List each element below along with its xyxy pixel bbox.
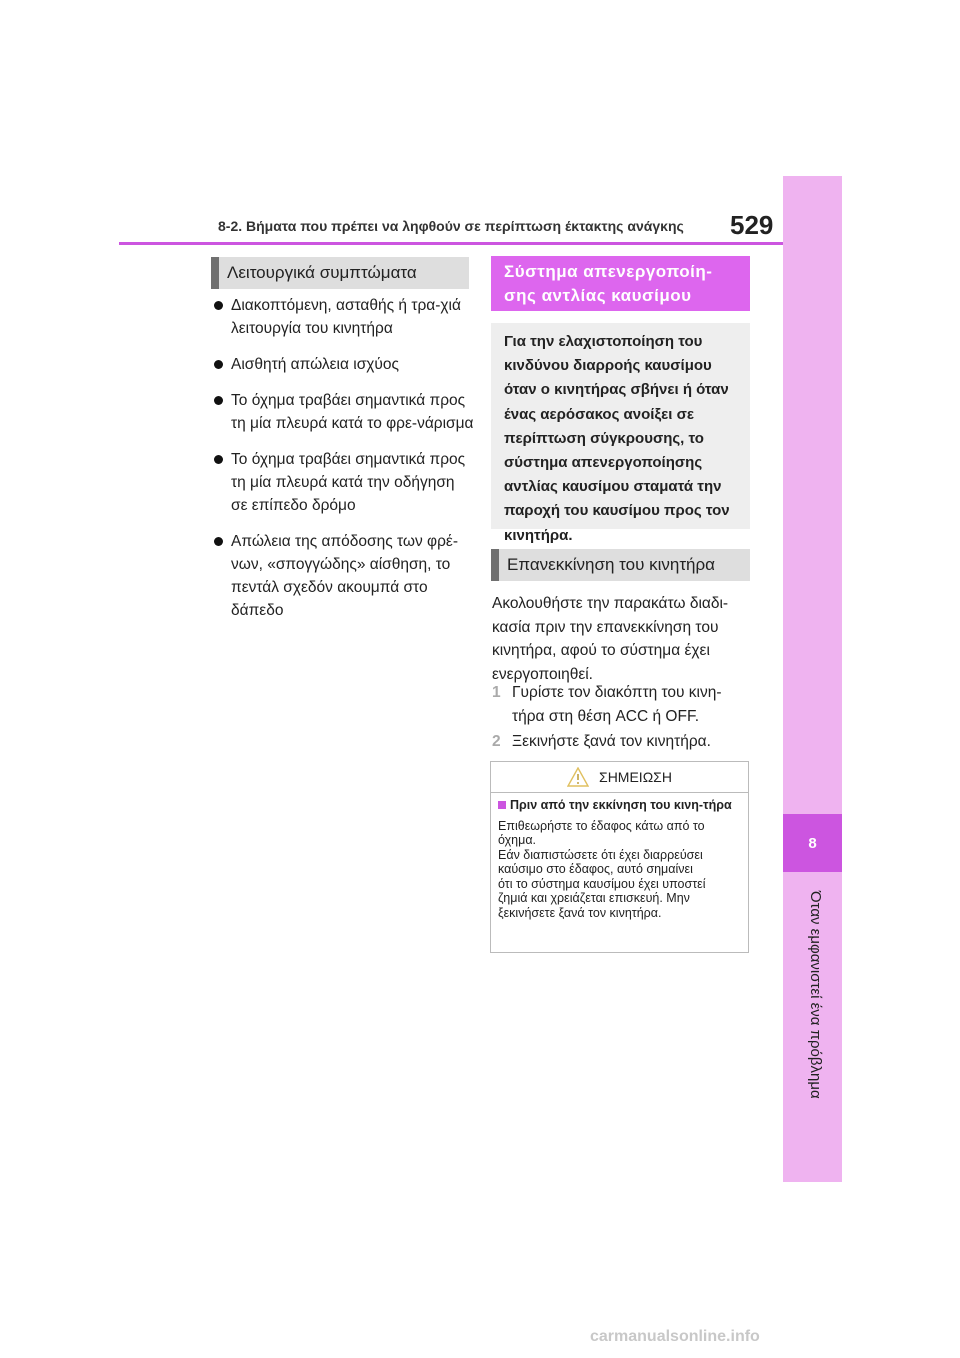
symptoms-heading — [211, 257, 469, 289]
list-item: Αισθητή απώλεια ισχύος — [212, 353, 474, 376]
chapter-number: 8 — [808, 834, 817, 852]
watermark: carmanualsonline.info — [590, 1328, 760, 1345]
notice-label: ΣΗΜΕΙΩΣΗ — [599, 769, 672, 785]
step-item — [492, 730, 750, 754]
step-text: Ξεκινήστε ξανά τον κινητήρα. — [512, 733, 711, 750]
list-item: Το όχημα τραβάει σημαντικά προς τη μία πλευρά κατά το φρε-νάρισμα — [212, 389, 474, 435]
restart-heading — [491, 549, 750, 581]
symptoms-list — [212, 294, 474, 635]
header-divider — [119, 242, 783, 245]
symptoms-heading-text: Λειτουργικά συμπτώματα — [227, 263, 417, 282]
step-number: 1 — [492, 684, 501, 701]
fuel-pump-shutoff-description: Για την ελαχιστοποίηση του κινδύνου διαρροής καυσίμου όταν ο κινητήρας σβήνει ή όταν ένας αερόσακος ανοίξει σε περίπτωση σύγκρουσης, το σύστημα απενεργοποίησης αντλίας καυσίμου σταματά την παροχή του καυσίμου προς τον κινητήρα. — [491, 323, 750, 529]
step-item — [492, 681, 750, 728]
list-item: Απώλεια της απόδοσης των φρέ-νων, «σπογγώδης» αίσθηση, το πεντάλ σχεδόν ακουμπά στο δάπεδο — [212, 530, 474, 622]
chapter-title: Όταν εμφανιστεί ένα πρόβλημα — [807, 891, 824, 1099]
step-text: Γυρίστε τον διακόπτη του κινη-τήρα στη θέση ACC ή OFF. — [512, 684, 722, 725]
restart-intro: Ακολουθήστε την παρακάτω διαδι-κασία πριν την επανεκκίνηση του κινητήρα, αφού το σύστημα έχει ενεργοποιηθεί. — [492, 595, 729, 683]
step-number: 2 — [492, 733, 501, 750]
list-item: Διακοπτόμενη, ασταθής ή τρα-χιά λειτουργία του κινητήρα — [212, 294, 474, 340]
square-bullet-icon — [498, 801, 506, 809]
notice-box — [490, 761, 749, 953]
warning-triangle-icon — [567, 767, 589, 787]
chapter-number-badge — [783, 814, 842, 872]
notice-title: Πριν από την εκκίνηση του κινη-τήρα — [498, 799, 740, 813]
restart-heading-text: Επανεκκίνηση του κινητήρα — [507, 555, 715, 574]
notice-body — [491, 793, 748, 920]
page-number: 529 — [730, 210, 774, 240]
list-item: Το όχημα τραβάει σημαντικά προς τη μία πλευρά κατά την οδήγηση σε επίπεδο δρόμο — [212, 448, 474, 517]
notice-header — [491, 762, 748, 793]
fuel-pump-shutoff-heading: Σύστημα απενεργοποίη-σης αντλίας καυσίμου — [491, 256, 750, 311]
section-title: 8-2. Βήματα που πρέπει να ληφθούν σε περίπτωση έκτακτης ανάγκης — [218, 218, 684, 234]
notice-text: Επιθεωρήστε το έδαφος κάτω από το όχημα. Εάν διαπιστώσετε ότι έχει διαρρεύσει καύσιμο στο έδαφος, αυτό σημαίνει ότι το σύστημα καυσίμου έχει υποστεί ζημιά και χρειάζεται επισκευή. Μην ξεκινήσετε ξανά τον κινητήρα. — [498, 818, 706, 920]
